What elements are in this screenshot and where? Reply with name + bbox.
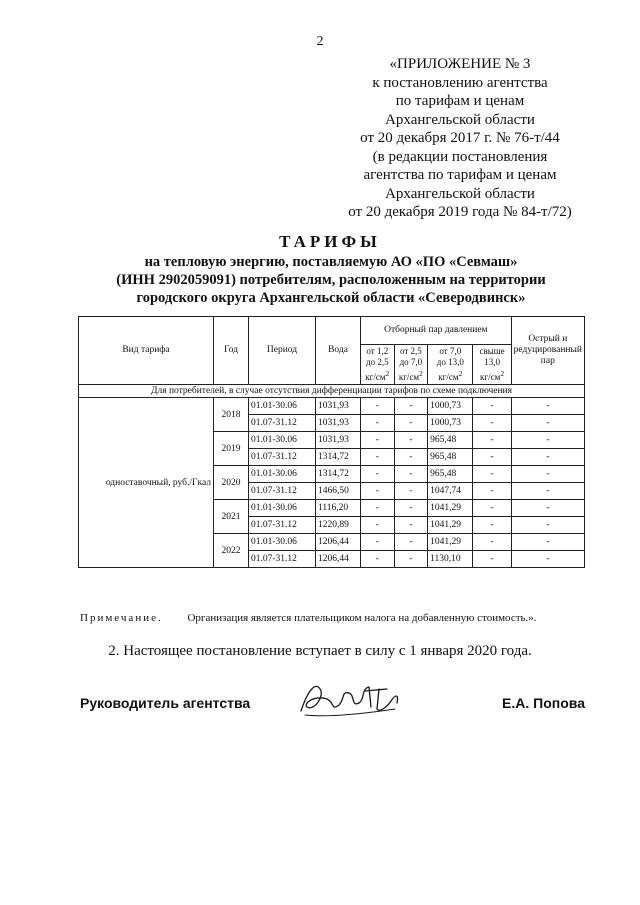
water-cell: 1116,20 — [316, 500, 361, 517]
sharp-steam-cell: - — [511, 500, 584, 517]
document-subtitle — [22, 253, 640, 307]
water-cell: 1031,93 — [316, 398, 361, 415]
steam-p2-cell: - — [394, 517, 428, 534]
steam-p1-cell: - — [361, 551, 395, 568]
steam-p2-cell: - — [394, 483, 428, 500]
steam-p2-cell: - — [394, 449, 428, 466]
tariff-type-cell: одноставочный, руб./Гкал — [79, 398, 214, 568]
steam-p1-cell: - — [361, 500, 395, 517]
steam-p3-cell: 965,48 — [428, 432, 473, 449]
header-sharp-steam: Острый и редуцированный пар — [511, 317, 584, 385]
steam-p1-cell: - — [361, 415, 395, 432]
header-steam-range-4: свыше 13,0 $кг/см^2$ — [473, 345, 511, 385]
subtitle-line: на тепловую энергию, поставляемую АО «ПО «Севмаш» — [144, 254, 518, 270]
header-tariff-type: Вид тарифа — [79, 317, 214, 385]
water-cell: 1220,89 — [316, 517, 361, 534]
sharp-steam-cell: - — [511, 398, 584, 415]
sharp-steam-cell: - — [511, 483, 584, 500]
period-cell: 01.07-31.12 — [249, 449, 316, 466]
note-text: Организация является плательщиком налога на добавленную стоимость.». — [187, 612, 537, 624]
section-row — [79, 385, 585, 398]
steam-p1-cell: - — [361, 483, 395, 500]
sharp-steam-cell: - — [511, 551, 584, 568]
steam-p4-cell: - — [473, 449, 511, 466]
year-cell: 2019 — [214, 432, 249, 466]
signatory-name: Е.А. Попова — [502, 695, 585, 711]
steam-p1-cell: - — [361, 398, 395, 415]
steam-p4-cell: - — [473, 415, 511, 432]
appendix-line: от 20 декабря 2019 года № 84-т/72) — [348, 204, 572, 220]
period-cell: 01.07-31.12 — [249, 551, 316, 568]
steam-p4-cell: - — [473, 432, 511, 449]
paragraph-2: 2. Настоящее постановление вступает в силу с 1 января 2020 года. — [108, 643, 532, 659]
header-steam: Отборный пар давлением — [361, 317, 512, 345]
header-steam-range-2: от 2,5 до 7,0 $кг/см^2$ — [394, 345, 428, 385]
steam-p3-cell: 1041,29 — [428, 500, 473, 517]
document-title: ТАРИФЫ — [279, 232, 381, 251]
period-cell: 01.01-30.06 — [249, 432, 316, 449]
steam-p3-cell: 1041,29 — [428, 534, 473, 551]
steam-p1-cell: - — [361, 534, 395, 551]
water-cell: 1466,50 — [316, 483, 361, 500]
steam-p1-cell: - — [361, 466, 395, 483]
period-cell: 01.07-31.12 — [249, 483, 316, 500]
sharp-steam-cell: - — [511, 415, 584, 432]
period-cell: 01.01-30.06 — [249, 534, 316, 551]
water-cell: 1031,93 — [316, 432, 361, 449]
steam-p4-cell: - — [473, 483, 511, 500]
tariff-table — [78, 316, 585, 568]
appendix-header — [330, 55, 590, 222]
appendix-line: (в редакции постановления — [372, 148, 548, 165]
sharp-steam-cell: - — [511, 449, 584, 466]
header-year: Год — [214, 317, 249, 385]
table-note — [80, 612, 600, 624]
subtitle-line: городского округа Архангельской области «Северодвинск» — [136, 290, 526, 306]
year-cell: 2018 — [214, 398, 249, 432]
title-block — [0, 232, 640, 307]
sharp-steam-cell: - — [511, 534, 584, 551]
period-cell: 01.07-31.12 — [249, 517, 316, 534]
steam-p1-cell: - — [361, 449, 395, 466]
period-cell: 01.01-30.06 — [249, 466, 316, 483]
steam-p2-cell: - — [394, 466, 428, 483]
steam-p2-cell: - — [394, 534, 428, 551]
note-label: Примечание. — [80, 612, 163, 624]
section-title: Для потребителей, в случае отсутствия дифференциации тарифов по схеме подключения — [79, 385, 585, 398]
year-cell: 2022 — [214, 534, 249, 568]
steam-p4-cell: - — [473, 517, 511, 534]
steam-p2-cell: - — [394, 398, 428, 415]
period-cell: 01.07-31.12 — [249, 415, 316, 432]
handwritten-signature — [295, 677, 415, 725]
water-cell: 1206,44 — [316, 534, 361, 551]
appendix-line: Архангельской области — [385, 185, 535, 202]
year-cell: 2021 — [214, 500, 249, 534]
sharp-steam-cell: - — [511, 517, 584, 534]
appendix-line: к постановлению агентства — [372, 74, 548, 91]
steam-p4-cell: - — [473, 551, 511, 568]
steam-p2-cell: - — [394, 415, 428, 432]
header-steam-range-3: от 7,0 до 13,0 $кг/см^2$ — [428, 345, 473, 385]
period-cell: 01.01-30.06 — [249, 398, 316, 415]
water-cell: 1314,72 — [316, 449, 361, 466]
steam-p2-cell: - — [394, 500, 428, 517]
appendix-line: от 20 декабря 2017 г. № 76-т/44 — [360, 130, 560, 146]
steam-p3-cell: 1000,73 — [428, 398, 473, 415]
subtitle-line: (ИНН 2902059091) потребителям, расположенным на территории — [116, 272, 546, 288]
steam-p3-cell: 1130,10 — [428, 551, 473, 568]
appendix-line: Архангельской области — [385, 111, 535, 128]
table-row — [79, 398, 585, 415]
year-cell: 2020 — [214, 466, 249, 500]
steam-p2-cell: - — [394, 432, 428, 449]
signatory-position: Руководитель агентства — [80, 695, 251, 711]
steam-p4-cell: - — [473, 398, 511, 415]
steam-p4-cell: - — [473, 500, 511, 517]
signature-block — [80, 693, 585, 723]
steam-p1-cell: - — [361, 517, 395, 534]
steam-p3-cell: 1000,73 — [428, 415, 473, 432]
steam-p2-cell: - — [394, 551, 428, 568]
header-period: Период — [249, 317, 316, 385]
sharp-steam-cell: - — [511, 466, 584, 483]
water-cell: 1031,93 — [316, 415, 361, 432]
sharp-steam-cell: - — [511, 432, 584, 449]
steam-p3-cell: 965,48 — [428, 449, 473, 466]
steam-p4-cell: - — [473, 534, 511, 551]
steam-p4-cell: - — [473, 466, 511, 483]
header-steam-range-1: от 1,2 до 2,5 $кг/см^2$ — [361, 345, 395, 385]
steam-p3-cell: 1041,29 — [428, 517, 473, 534]
period-cell: 01.01-30.06 — [249, 500, 316, 517]
appendix-line: по тарифам и ценам — [395, 93, 525, 109]
header-water: Вода — [316, 317, 361, 385]
appendix-line: агентства по тарифам и ценам — [363, 167, 557, 183]
page-number: 2 — [316, 34, 324, 49]
water-cell: 1314,72 — [316, 466, 361, 483]
steam-p3-cell: 965,48 — [428, 466, 473, 483]
steam-p3-cell: 1047,74 — [428, 483, 473, 500]
water-cell: 1206,44 — [316, 551, 361, 568]
appendix-line: «ПРИЛОЖЕНИЕ № 3 — [389, 56, 531, 72]
steam-p1-cell: - — [361, 432, 395, 449]
